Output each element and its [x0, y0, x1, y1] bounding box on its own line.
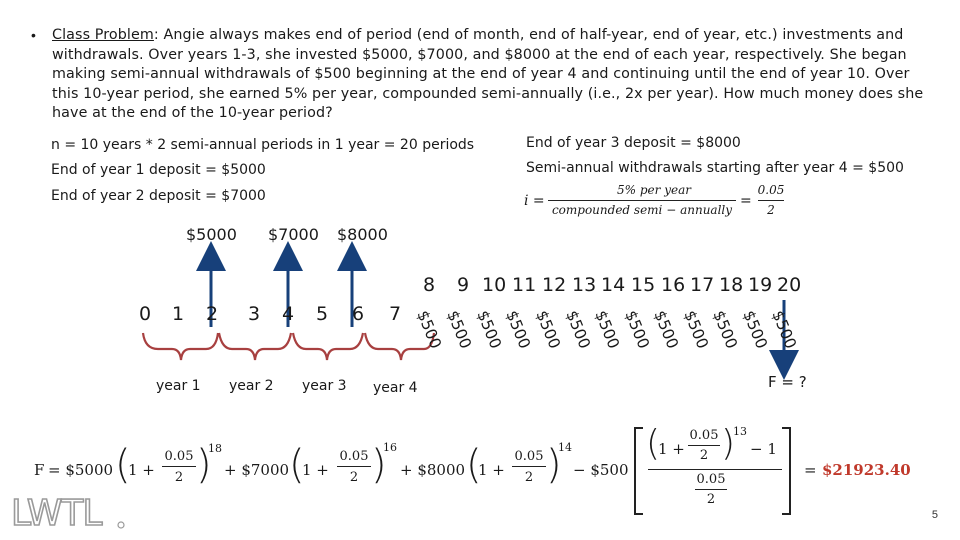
lwtl-logo-text: LWTL: [11, 493, 102, 532]
period-19: 19: [748, 274, 773, 296]
fraction-bar-3: [512, 466, 546, 467]
main-fraction-bar: [648, 469, 782, 470]
period-20: 20: [777, 274, 802, 296]
period-16: 16: [661, 274, 686, 296]
rate-label: i =: [524, 193, 545, 209]
formula-num-2: 0.05: [339, 449, 369, 464]
withdrawal-label: $500: [621, 308, 653, 352]
formula-third-term: + $8000: [400, 461, 466, 479]
paren-open-1: (: [115, 442, 131, 488]
formula-num-4: 0.05: [689, 428, 719, 443]
period-9: 9: [457, 274, 470, 296]
formula-den-3: 2: [524, 470, 534, 485]
period-15: 15: [631, 274, 656, 296]
year-2-label: year 2: [229, 378, 274, 394]
deposit-label-3: $8000: [337, 225, 388, 244]
page-number: 5: [931, 509, 938, 521]
paren-open-4: (: [646, 423, 661, 464]
formula-den-5: 2: [706, 492, 716, 507]
bracket-open: [634, 427, 643, 515]
year-3-brace: [293, 333, 363, 360]
formula-den-4: 2: [699, 448, 709, 463]
period-10: 10: [482, 274, 507, 296]
year-braces: [143, 333, 434, 360]
formula-num-1: 0.05: [164, 449, 194, 464]
fraction-bar-4: [688, 445, 720, 446]
paren-close-1: ): [196, 442, 212, 488]
deposit-label-1: $5000: [186, 225, 237, 244]
deposit-label-2: $7000: [268, 225, 319, 244]
paren-open-2: (: [289, 442, 305, 488]
withdrawal-label: $500: [650, 308, 682, 352]
period-5: 5: [316, 303, 329, 325]
withdrawal-label: $500: [768, 308, 800, 352]
year-4-label: year 4: [373, 380, 418, 396]
period-3: 3: [248, 303, 261, 325]
formula-one-plus-3: 1 +: [478, 461, 505, 479]
period-17: 17: [690, 274, 715, 296]
withdrawal-label: $500: [473, 308, 505, 352]
paren-close-2: ): [371, 442, 387, 488]
year-2-brace: [219, 333, 291, 360]
fraction-bar-1: [162, 466, 196, 467]
rate-denominator: compounded semi − annually: [551, 203, 733, 217]
withdrawal-label: $500: [443, 308, 475, 352]
formula-num-5: 0.05: [696, 472, 726, 487]
year-1-label: year 1: [156, 378, 201, 394]
year-3-label: year 3: [302, 378, 347, 394]
period-7: 7: [389, 303, 402, 325]
rate-numerator: 5% per year: [617, 183, 691, 197]
fraction-bar-5: [695, 489, 727, 490]
period-2: 2: [206, 303, 219, 325]
formula-one-plus-2: 1 +: [302, 461, 329, 479]
formula-exp-4: 13: [733, 425, 747, 438]
problem-label: Class Problem: [52, 27, 154, 43]
period-1: 1: [172, 303, 185, 325]
period-4: 4: [282, 303, 295, 325]
result-equals: =: [804, 461, 817, 479]
withdrawal-label: $500: [709, 308, 741, 352]
period-6: 6: [352, 303, 365, 325]
formula-minus-one: − 1: [750, 440, 777, 458]
formula-den-2: 2: [349, 470, 359, 485]
period-18: 18: [719, 274, 744, 296]
period-13: 13: [572, 274, 597, 296]
deposit-year-3: End of year 3 deposit = $8000: [526, 135, 741, 151]
withdrawal-label: $500: [502, 308, 534, 352]
rate-value-numerator: 0.05: [757, 183, 785, 197]
withdrawal-label: $500: [532, 308, 564, 352]
problem-text: : Angie always makes end of period (end of month, end of half-year, end of year, etc.) investments and withdrawals. Over years 1-3, she invested $5000, $7000, and $8000 at the end of each year, respectively. She began making semi-annual withdrawals of $500 beginning at the end of year 4 and continuing until the end of year 10. Over this 10-year period, she earned 5% per year, compounded semi-annually (i.e., 2x per year). How much money does she have at the end of the 10-year period?: [52, 27, 924, 122]
periods-given: n = 10 years * 2 semi-annual periods in 1 year = 20 periods: [51, 137, 475, 153]
withdrawal-label: $500: [562, 308, 594, 352]
future-value-label: F = ?: [768, 373, 807, 391]
deposit-year-2: End of year 2 deposit = $7000: [51, 188, 266, 204]
paren-open-3: (: [466, 442, 482, 488]
withdrawal-label: $500: [591, 308, 623, 352]
deposit-year-1: End of year 1 deposit = $5000: [51, 162, 266, 178]
period-12: 12: [542, 274, 567, 296]
lwtl-logo: [9, 492, 127, 537]
withdrawal-given: Semi-annual withdrawals starting after year 4 = $500: [526, 160, 904, 176]
withdrawal-label: $500: [680, 308, 712, 352]
result-value: $21923.40: [822, 461, 911, 479]
period-0: 0: [139, 303, 152, 325]
formula-fourth-term: − $500: [573, 461, 629, 479]
year-1-brace: [143, 333, 218, 360]
formula-first-term: = $5000: [48, 461, 114, 479]
lwtl-logo-mark: [9, 492, 127, 532]
period-14: 14: [601, 274, 626, 296]
formula-exp-1: 18: [208, 442, 222, 455]
formula-one-plus-1: 1 +: [128, 461, 155, 479]
paren-close-3: ): [546, 442, 562, 488]
period-11: 11: [512, 274, 537, 296]
period-8: 8: [423, 274, 436, 296]
withdrawal-label: $500: [413, 308, 445, 352]
bullet: •: [31, 27, 36, 43]
formula-one-plus-4: 1 +: [658, 440, 685, 458]
paren-close-4: ): [721, 423, 736, 464]
formula-second-term: + $7000: [224, 461, 290, 479]
rate-value-denominator: 2: [767, 203, 775, 217]
formula-den-1: 2: [174, 470, 184, 485]
formula-exp-2: 16: [383, 441, 397, 454]
fraction-bar-2: [337, 466, 371, 467]
withdrawal-label: $500: [739, 308, 771, 352]
rate-equals: =: [740, 193, 752, 209]
formula-num-3: 0.05: [514, 449, 544, 464]
bracket-close: [782, 427, 791, 515]
formula-exp-3: 14: [558, 441, 572, 454]
formula-F: F: [34, 461, 45, 479]
